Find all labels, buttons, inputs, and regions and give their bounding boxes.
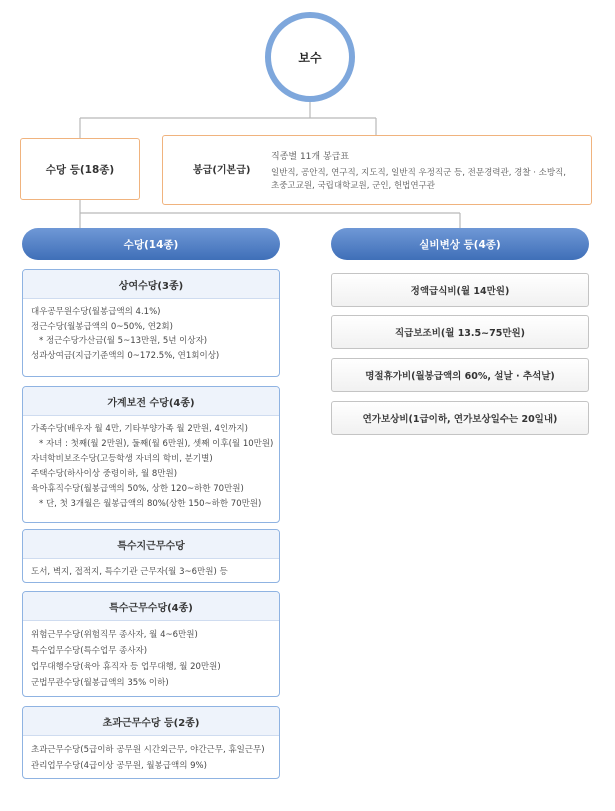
card-special-duty-allowance <box>22 591 280 697</box>
card-title: 특수지근무수당 <box>23 530 279 559</box>
card-overtime-allowance <box>22 706 280 779</box>
root-title: 보수 <box>298 50 322 65</box>
card-title: 초과근무수당 등(2종) <box>23 707 279 736</box>
list-item: 가족수당(배우자 월 4만, 기타부양가족 월 2만원, 4인까지) <box>31 424 248 434</box>
right-header-label: 실비변상 등(4종) <box>419 238 501 251</box>
allowances-14-header <box>22 228 280 260</box>
base-pay-title: 봉급(기본급) <box>193 165 251 176</box>
list-item: * 정근수당가산금(월 5~13만원, 5년 이상자) <box>39 336 208 346</box>
allowances-title: 수당 등(18종) <box>45 163 115 176</box>
list-item: 육아휴직수당(월봉급액의 50%, 상한 120~하한 70만원) <box>31 484 244 494</box>
list-item: 위험근무수당(위험직무 종사자, 월 4~6만원) <box>31 630 198 640</box>
root-node-pay <box>265 12 355 102</box>
list-item: 업무대행수당(육아 휴직자 등 업무대행, 월 20만원) <box>31 662 221 672</box>
list-item: 초과근무수당(5급이하 공무원 시간외근무, 야간근무, 휴일근무) <box>31 745 265 755</box>
card-household-allowance <box>22 386 280 523</box>
allowances-node <box>20 138 140 200</box>
position-subsidy-box <box>331 315 589 349</box>
expenses-4-header <box>331 228 589 260</box>
list-item: 정근수당(월봉급액의 0~50%, 연2회) <box>31 321 173 332</box>
list-item: 관리업무수당(4급이상 공무원, 월봉급액의 9%) <box>31 761 207 771</box>
card-title: 상여수당(3종) <box>23 270 279 299</box>
list-item: 군법무관수당(월봉급액의 35% 이하) <box>31 678 169 688</box>
holiday-bonus-label: 명절휴가비(월봉급액의 60%, 설날 · 추석날) <box>365 371 555 382</box>
list-item: 자녀학비보조수당(고등학생 자녀의 학비, 분기별) <box>31 454 213 464</box>
list-item: 주택수당(하사이상 중령이하, 월 8만원) <box>31 469 178 479</box>
list-item: 특수업무수당(특수업무 종사자) <box>31 646 148 656</box>
card-bonus-allowance <box>22 269 280 377</box>
left-header-label: 수당(14종) <box>123 238 179 251</box>
base-pay-description: 일반직, 공안직, 연구직, 지도직, 일반직 우정직군 등, 전문경력관, 경찰 · 소방직, 초중고교원, 국립대학교원, 군인, 헌법연구관 <box>271 168 566 191</box>
leave-compensation-box <box>331 401 589 435</box>
meal-allowance-box <box>331 273 589 307</box>
list-item: 대우공무원수당(월봉급액의 4.1%) <box>31 307 161 317</box>
card-remote-area-allowance <box>22 529 280 583</box>
holiday-bonus-box <box>331 358 589 392</box>
card-title: 특수근무수당(4종) <box>23 592 279 621</box>
leave-compensation-label: 연가보상비(1급이하, 연가보상일수는 20일내) <box>362 414 558 425</box>
position-subsidy-label: 직급보조비(월 13.5~75만원) <box>394 328 526 339</box>
base-pay-node <box>162 135 592 205</box>
list-item: 도서, 벽지, 접적지, 특수기관 근무자(월 3~6만원) 등 <box>31 567 228 577</box>
list-item: * 단, 첫 3개월은 월봉급액의 80%(상한 150~하한 70만원) <box>39 499 262 509</box>
meal-allowance-label: 정액급식비(월 14만원) <box>410 286 510 297</box>
list-item: 성과상여금(지급기준액의 0~172.5%, 연1회이상) <box>31 350 220 361</box>
card-title: 가계보전 수당(4종) <box>23 387 279 416</box>
list-item: * 자녀 : 첫째(월 2만원), 둘째(월 6만원), 셋째 이후(월 10만원) <box>39 439 274 449</box>
base-pay-subtitle: 직종별 11개 봉급표 <box>271 152 350 162</box>
